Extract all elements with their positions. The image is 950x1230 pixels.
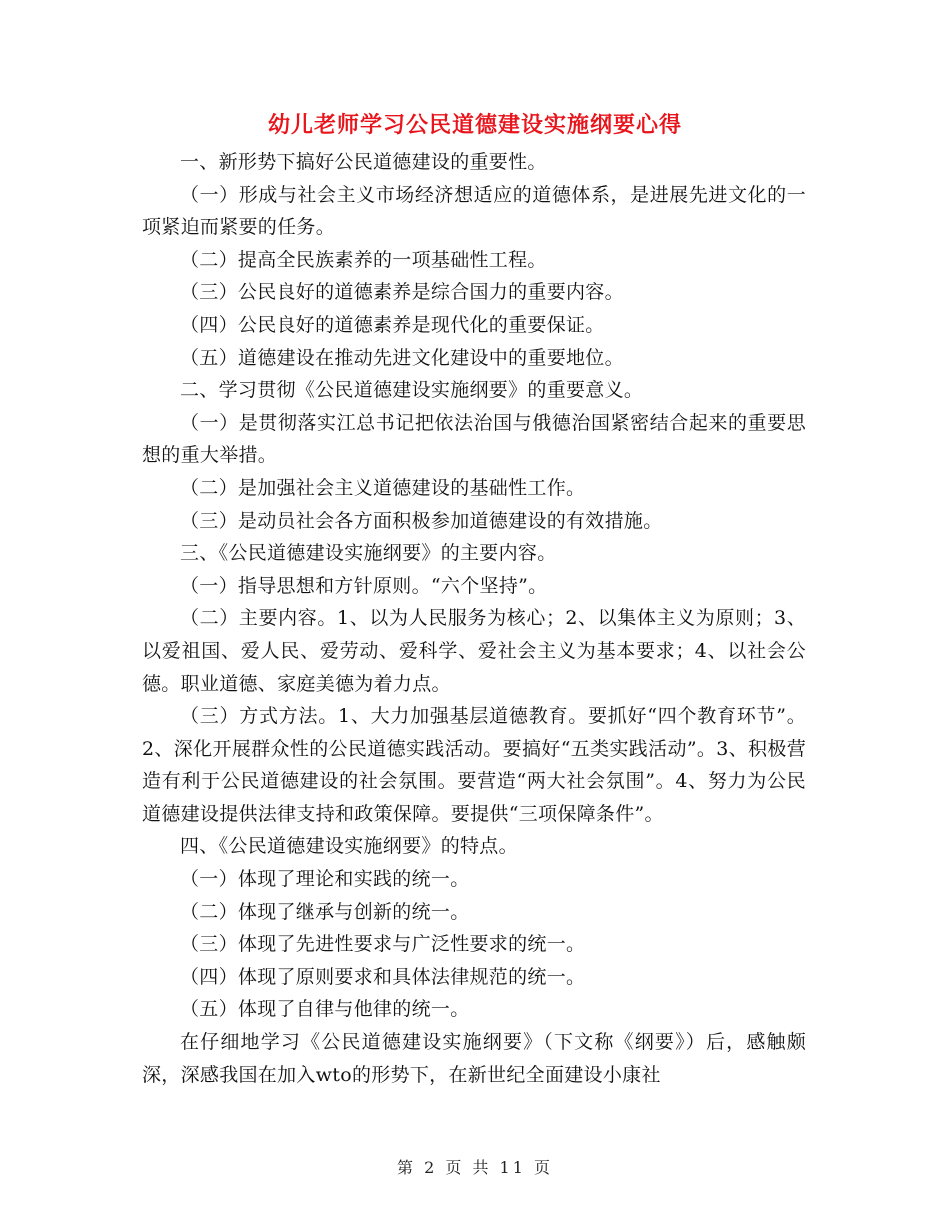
- paragraph: （三）是动员社会各方面积极参加道德建设的有效措施。: [180, 509, 663, 532]
- paragraph: （五）道德建设在推动先进文化建设中的重要地位。: [180, 346, 624, 369]
- paragraph: （四）公民良好的道德素养是现代化的重要保证。: [180, 313, 605, 336]
- paragraph: （二）是加强社会主义道德建设的基础性工作。: [180, 476, 586, 499]
- section-heading: 二、学习贯彻《公民道德建设实施纲要》的重要意义。: [180, 379, 644, 402]
- paragraph: （四）体现了原则要求和具体法律规范的统一。: [180, 965, 586, 988]
- paragraph: （二）主要内容。1、以为人民服务为核心；2、以集体主义为原则；3、以爱祖国、爱人民、爱劳动、爱科学、爱社会主义为基本要求；4、以社会公德。职业道德、家庭美德为着力点。: [142, 607, 806, 695]
- paragraph: （三）体现了先进性要求与广泛性要求的统一。: [180, 933, 586, 956]
- document-title: 幼儿老师学习公民道德建设实施纲要心得: [267, 112, 682, 138]
- paragraph: （二）提高全民族素养的一项基础性工程。: [180, 248, 547, 271]
- section-heading: 四、《公民道德建设实施纲要》的特点。: [180, 835, 518, 858]
- paragraph: （五）体现了自律与他律的统一。: [180, 998, 470, 1021]
- paragraph: （三）方式方法。1、大力加强基层道德教育。要抓好“四个教育环节”。2、深化开展群众性的公民道德实践活动。要搞好“五类实践活动”。3、积极营造有利于公民道德建设的社会氛围。要营造“两大社会氛围”。4、努力为公民道德建设提供法律支持和政策保障。要提供“三项保障条件”。: [142, 705, 806, 825]
- paragraph: （一）是贯彻落实江总书记把依法治国与俄德治国紧密结合起来的重要思想的重大举措。: [142, 411, 806, 467]
- page-number: 第 2 页 共 11 页: [397, 1158, 553, 1177]
- paragraph: 在仔细地学习《公民道德建设实施纲要》（下文称《纲要》）后，感触颇深，深感我国在加入wto的形势下，在新世纪全面建设小康社: [142, 1031, 806, 1086]
- paragraph: （一）形成与社会主义市场经济想适应的道德体系，是进展先进文化的一项紧迫而紧要的任务。: [142, 183, 806, 239]
- document-body: [142, 146, 806, 1091]
- paragraph: （一）指导思想和方针原则。“六个坚持”。: [180, 574, 548, 597]
- paragraph: （二）体现了继承与创新的统一。: [180, 900, 470, 923]
- section-heading: 一、新形势下搞好公民道德建设的重要性。: [180, 151, 547, 173]
- paragraph: （一）体现了理论和实践的统一。: [180, 868, 470, 891]
- paragraph: （三）公民良好的道德素养是综合国力的重要内容。: [180, 281, 624, 304]
- section-heading: 三、《公民道德建设实施纲要》的主要内容。: [180, 542, 557, 565]
